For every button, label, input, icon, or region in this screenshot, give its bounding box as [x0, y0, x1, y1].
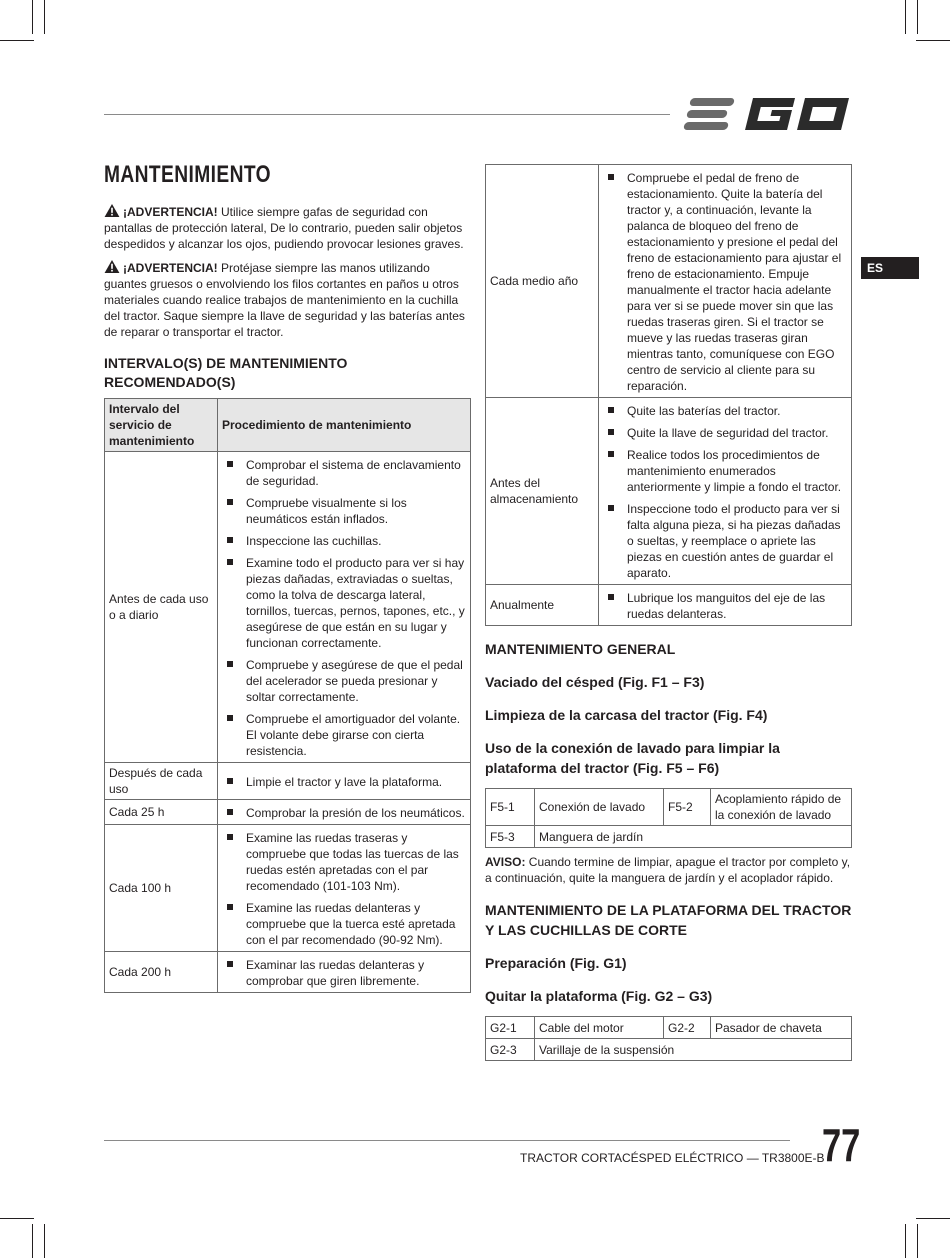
procedure-item: Examine las ruedas traseras y compruebe que todas las tuercas de las ruedas estén apretadas con el par recomendado (101-103 Nm). [222, 830, 466, 894]
procedure-item: Lubrique los manguitos del eje de las ruedas delanteras. [603, 590, 847, 622]
procedure-cell [599, 165, 852, 398]
procedure-cell [218, 763, 471, 800]
procedure-item: Quite las baterías del tractor. [603, 403, 847, 419]
notice-paragraph [485, 854, 852, 886]
table-row [486, 585, 852, 626]
crop-mark [0, 1218, 34, 1219]
legend-code: G2-3 [486, 1039, 535, 1061]
legend-label: Manguera de jardín [535, 826, 852, 848]
procedure-item: Examine todo el producto para ver si hay piezas dañadas, extraviadas o sueltas, como la tolva de descarga lateral, tornillos, tuercas, pernos, tapones, etc., y asegúrese de que están en su lugar y funcionan correctamente. [222, 555, 466, 651]
legend-code: G2-1 [486, 1017, 535, 1039]
legend-label: Pasador de chaveta [711, 1017, 852, 1039]
interval-cell: Cada 100 h [105, 825, 218, 952]
footer-rule [104, 1140, 790, 1141]
interval-cell: Después de cada uso [105, 763, 218, 800]
interval-cell: Anualmente [486, 585, 599, 626]
crop-mark [44, 0, 45, 34]
procedure-cell [218, 452, 471, 763]
warning-paragraph [104, 204, 471, 252]
interval-cell: Antes de cada uso o a diario [105, 452, 218, 763]
crop-mark [917, 1224, 918, 1258]
procedure-item: Compruebe el pedal de freno de estacionamiento. Quite la batería del tractor y, a continuación, levante la palanca de bloqueo del freno de estacionamiento y presione el pedal del freno de estacionamiento para ajustar el freno de estacionamiento. Empuje manualmente el tractor hacia adelante para ver si se puede mover sin que las ruedas traseras giren. Si el tractor se mueve y las ruedas traseras giran mientras tanto, comuníquese con EGO centro de servicio al cliente para su reparación. [603, 170, 847, 394]
procedure-item: Limpie el tractor y lave la plataforma. [222, 774, 466, 790]
procedure-item: Inspeccione todo el producto para ver si falta alguna pieza, si ha piezas dañadas o sueltas, y reemplace o apriete las piezas en cuestión antes de guardar el aparato. [603, 501, 847, 581]
column-header: Intervalo del servicio de mantenimiento [105, 399, 218, 452]
warning-paragraph [104, 260, 471, 340]
table-row [486, 789, 852, 826]
legend-label: Acoplamiento rápido de la conexión de lavado [711, 789, 852, 826]
table-row [486, 1039, 852, 1061]
crop-mark [32, 1224, 33, 1258]
procedure-item: Inspeccione las cuchillas. [222, 533, 466, 549]
procedure-item: Examinar las ruedas delanteras y comprobar que giren libremente. [222, 957, 466, 989]
crop-mark [32, 0, 33, 34]
warning-label: ¡ADVERTENCIA! [123, 261, 218, 275]
subheading-remove-deck: Quitar la plataforma (Fig. G2 – G3) [485, 988, 713, 1004]
left-column [104, 160, 471, 993]
ego-logo [680, 94, 852, 134]
crop-mark [44, 1224, 45, 1258]
procedure-item: Realice todos los procedimientos de mantenimiento enumerados anteriormente y limpie a fondo el tractor. [603, 447, 847, 495]
legend-table-g2 [485, 1016, 852, 1061]
crop-mark [905, 0, 906, 34]
procedure-cell [218, 952, 471, 993]
page-number: 77 [822, 1119, 861, 1171]
legend-table-f5 [485, 788, 852, 848]
warning-icon [104, 260, 120, 273]
warning-icon [104, 204, 120, 217]
crop-mark [905, 1224, 906, 1258]
table-row [105, 952, 471, 993]
table-header-row [105, 399, 471, 452]
procedure-item: Examine las ruedas delanteras y compruebe que la tuerca esté apretada con el par recomendado (90-92 Nm). [222, 900, 466, 948]
subheading-wash-port: Uso de la conexión de lavado para limpiar la plataforma del tractor (Fig. F5 – F6) [485, 740, 780, 776]
footer-title: TRACTOR CORTACÉSPED ELÉCTRICO — TR3800E-B [520, 1151, 825, 1165]
warning-label: ¡ADVERTENCIA! [123, 205, 218, 219]
right-column [485, 164, 852, 1061]
legend-label: Cable del motor [535, 1017, 664, 1039]
warning-text: Protéjase siempre las manos utilizando guantes gruesos o envolviendo los filos cortantes en paños u otros materiales cuando realice trabajos de mantenimiento en la cuchilla del tractor. Saque siempre la llave de seguridad y las baterías antes de reparar o transportar el tractor. [104, 261, 465, 339]
procedure-item: Comprobar el sistema de enclavamiento de seguridad. [222, 457, 466, 489]
procedure-item: Comprobar la presión de los neumáticos. [222, 805, 466, 821]
legend-code: G2-2 [664, 1017, 711, 1039]
crop-mark [0, 40, 34, 41]
maintenance-schedule-table [104, 398, 471, 993]
interval-cell: Cada 200 h [105, 952, 218, 993]
table-row [486, 1017, 852, 1039]
subheading-emptying: Vaciado del césped (Fig. F1 – F3) [485, 674, 705, 690]
interval-cell: Cada medio año [486, 165, 599, 398]
table-row [105, 763, 471, 800]
subheading-preparation: Preparación (Fig. G1) [485, 955, 627, 971]
procedure-item: Compruebe el amortiguador del volante. El volante debe girarse con cierta resistencia. [222, 711, 466, 759]
interval-cell: Antes del almacenamiento [486, 398, 599, 585]
procedure-cell [218, 800, 471, 825]
page-title: MANTENIMIENTO [104, 161, 271, 188]
table-row [105, 800, 471, 825]
subheading-housing-cleaning: Limpieza de la carcasa del tractor (Fig. F4) [485, 707, 768, 723]
legend-code: F5-1 [486, 789, 535, 826]
general-maintenance-heading: MANTENIMIENTO GENERAL [485, 641, 676, 657]
legend-code: F5-2 [664, 789, 711, 826]
procedure-cell [218, 825, 471, 952]
notice-text: Cuando termine de limpiar, apague el tractor por completo y, a continuación, quite la manguera de jardín y el acoplador rápido. [485, 855, 851, 885]
crop-mark [916, 40, 950, 41]
interval-cell: Cada 25 h [105, 800, 218, 825]
table-row [486, 398, 852, 585]
crop-mark [917, 0, 918, 34]
warning-text: Utilice siempre gafas de seguridad con pantallas de protección lateral, De lo contrario, pueden salir objetos despedidos y alcanzar los ojos, pudiendo provocar lesiones graves. [104, 205, 464, 251]
notice-label: AVISO: [485, 855, 526, 869]
legend-label: Conexión de lavado [535, 789, 664, 826]
language-tab: ES [861, 257, 919, 279]
deck-maintenance-heading: MANTENIMIENTO DE LA PLATAFORMA DEL TRACTOR Y LAS CUCHILLAS DE CORTE [485, 902, 852, 938]
crop-mark [916, 1218, 950, 1219]
column-header: Procedimiento de mantenimiento [218, 399, 471, 452]
header-rule [104, 114, 670, 115]
legend-code: F5-3 [486, 826, 535, 848]
procedure-cell [599, 398, 852, 585]
maintenance-schedule-table-continued [485, 164, 852, 626]
legend-label: Varillaje de la suspensión [535, 1039, 852, 1061]
table-row [486, 165, 852, 398]
procedure-cell [599, 585, 852, 626]
table-row [105, 825, 471, 952]
procedure-item: Compruebe visualmente si los neumáticos están inflados. [222, 495, 466, 527]
schedule-heading: INTERVALO(S) DE MANTENIMIENTO RECOMENDADO(S) [104, 355, 348, 390]
table-row [486, 826, 852, 848]
procedure-item: Quite la llave de seguridad del tractor. [603, 425, 847, 441]
procedure-item: Compruebe y asegúrese de que el pedal del acelerador se pueda presionar y soltar correctamente. [222, 657, 466, 705]
table-row [105, 452, 471, 763]
